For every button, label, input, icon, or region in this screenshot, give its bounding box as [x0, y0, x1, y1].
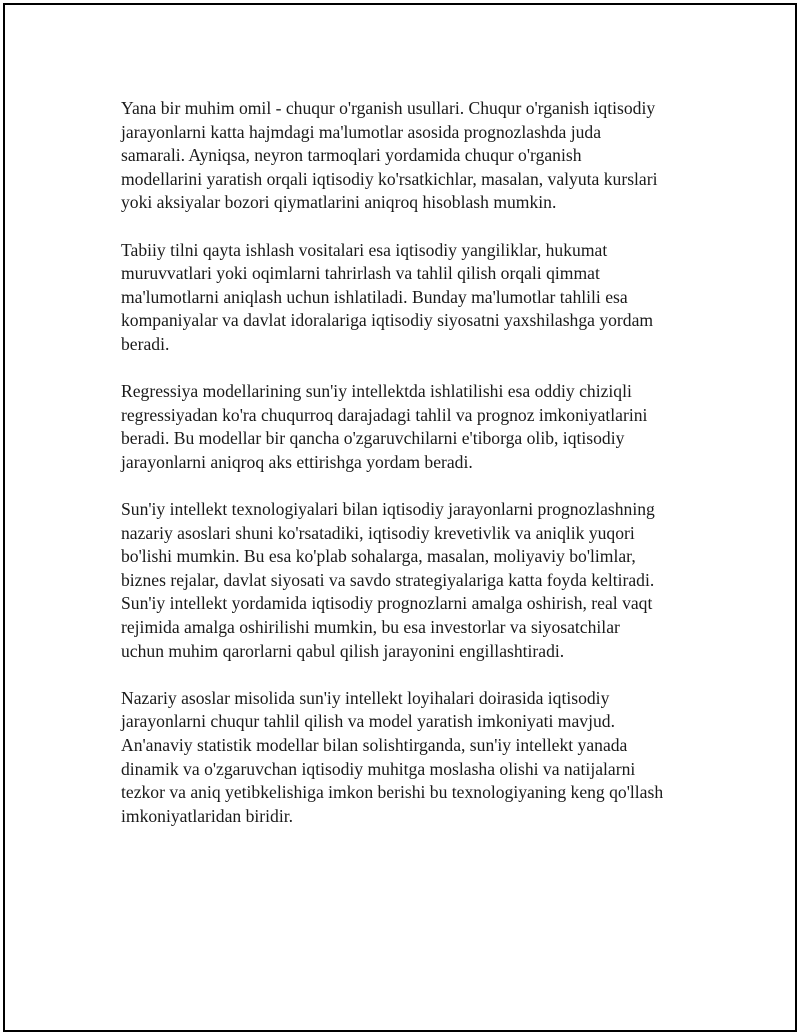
text-line: bo'lishi mumkin. Bu esa ko'plab sohalarga, masalan, moliyaviy bo'limlar, [121, 546, 636, 567]
paragraph-4 [121, 498, 711, 663]
paragraph-1 [121, 97, 711, 215]
text-line: Sun'iy intellekt yordamida iqtisodiy prognozlarni amalga oshirish, real vaqt [121, 593, 653, 614]
text-line: modellarini yaratish orqali iqtisodiy ko'rsatkichlar, masalan, valyuta kurslari [121, 168, 658, 189]
text-line: An'anaviy statistik modellar bilan solishtirganda, sun'iy intellekt yanada [121, 735, 628, 756]
text-line: imkoniyatlaridan biridir. [121, 805, 293, 826]
text-line: muruvvatlari yoki oqimlarni tahrirlash va tahlil qilish orqali qimmat [121, 263, 600, 284]
text-line: regressiyadan ko'ra chuqurroq darajadagi tahlil va prognoz imkoniyatlarini [121, 404, 648, 425]
text-line: tezkor va aniq yetibkelishiga imkon berishi bu texnologiyaning keng qo'llash [121, 782, 664, 803]
text-line: Regressiya modellarining sun'iy intellektda ishlatilishi esa oddiy chiziqli [121, 381, 632, 402]
page-frame [3, 3, 797, 1032]
text-line: dinamik va o'zgaruvchan iqtisodiy muhitga moslasha olishi va natijalarni [121, 758, 636, 779]
text-line: yoki aksiyalar bozori qiymatlarini aniqroq hisoblash mumkin. [121, 192, 557, 213]
text-line: kompaniyalar va davlat idoralariga iqtisodiy siyosatni yaxshilashga yordam [121, 310, 654, 331]
text-line: jarayonlarni chuqur tahlil qilish va model yaratish imkoniyati mavjud. [121, 711, 615, 732]
text-line: beradi. [121, 333, 170, 354]
text-line: beradi. Bu modellar bir qancha o'zgaruvchilarni e'tiborga olib, iqtisodiy [121, 428, 625, 449]
text-line: samarali. Ayniqsa, neyron tarmoqlari yordamida chuqur o'rganish [121, 145, 582, 166]
text-line: Sun'iy intellekt texnologiyalari bilan iqtisodiy jarayonlarni prognozlashning [121, 499, 655, 520]
text-line: nazariy asoslari shuni ko'rsatadiki, iqtisodiy krevetivlik va aniqlik yuqori [121, 522, 635, 543]
text-line: ma'lumotlarni aniqlash uchun ishlatiladi. Bunday ma'lumotlar tahlili esa [121, 286, 628, 307]
text-line: Tabiiy tilni qayta ishlash vositalari esa iqtisodiy yangiliklar, hukumat [121, 239, 608, 260]
paragraph-5 [121, 687, 711, 829]
text-line: jarayonlarni aniqroq aks ettirishga yordam beradi. [121, 451, 473, 472]
paragraph-2 [121, 239, 711, 357]
text-line: uchun muhim qarorlarni qabul qilish jarayonini engillashtiradi. [121, 640, 565, 661]
text-line: rejimida amalga oshirilishi mumkin, bu esa investorlar va siyosatchilar [121, 617, 620, 638]
paragraph-3 [121, 380, 711, 474]
text-line: Nazariy asoslar misolida sun'iy intellekt loyihalari doirasida iqtisodiy [121, 687, 610, 708]
text-line: Yana bir muhim omil - chuqur o'rganish usullari. Chuqur o'rganish iqtisodiy [121, 98, 656, 118]
text-line: jarayonlarni katta hajmdagi ma'lumotlar asosida prognozlashda juda [121, 121, 602, 142]
text-line: biznes rejalar, davlat siyosati va savdo strategiyalariga katta foyda keltiradi. [121, 569, 655, 590]
document-body [121, 97, 711, 852]
